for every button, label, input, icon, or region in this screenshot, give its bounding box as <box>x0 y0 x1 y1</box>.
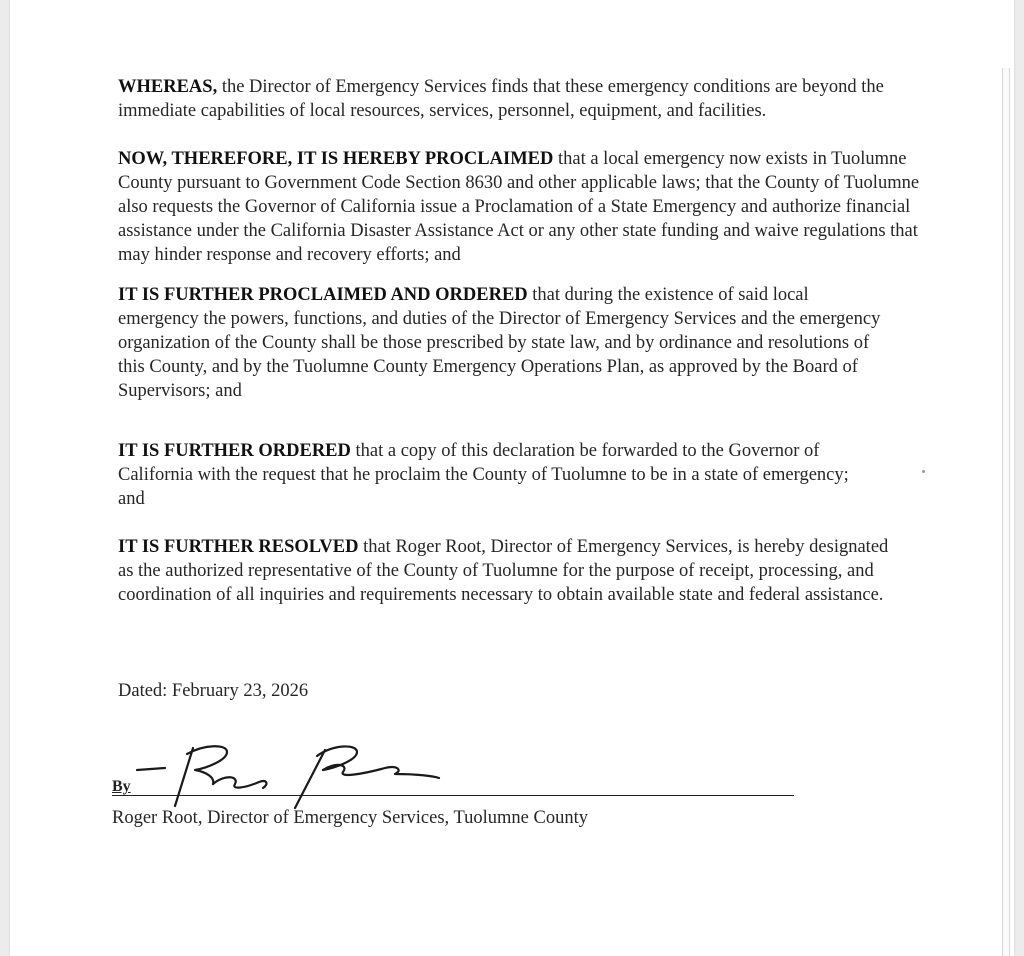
proclaimed-lead: NOW, THEREFORE, IT IS HEREBY PROCLAIMED <box>118 149 554 169</box>
vertical-scrollbar[interactable] <box>1002 68 1010 956</box>
by-label: By <box>112 778 131 795</box>
resolved-text: that Roger Root, Director of Emergency Services, is hereby designated as the authorized representative of the County of Tuolumne for the purpose of receipt, processing, and coordination of all inquiries and requirements necessary to obtain available state and federal assistance. <box>118 537 889 605</box>
proclaimed-paragraph <box>118 147 933 267</box>
resolved-paragraph <box>118 535 908 607</box>
ordered-lead: IT IS FURTHER ORDERED <box>118 441 351 461</box>
proclaimed-ordered-paragraph <box>118 283 893 403</box>
whereas-lead: WHEREAS, <box>118 77 218 97</box>
proclaimed-ordered-lead: IT IS FURTHER PROCLAIMED AND ORDERED <box>118 285 528 305</box>
resolved-lead: IT IS FURTHER RESOLVED <box>118 537 359 557</box>
document-page <box>10 0 1014 956</box>
handwritten-signature <box>135 738 455 813</box>
proclaimed-text: that a local emergency now exists in Tuolumne County pursuant to Government Code Section 8630 and other applicable laws; that the County of Tuolumne also requests the Governor of California issue a Proclamation of a State Emergency and authorize financial assistance under the California Disaster Assistance Act or any other state funding and waive regulations that may hinder response and recovery efforts; and <box>118 149 920 265</box>
whereas-text: the Director of Emergency Services finds that these emergency conditions are beyond the immediate capabilities of local resources, services, personnel, equipment, and facilities. <box>118 77 884 121</box>
scan-speck <box>922 470 925 473</box>
ordered-paragraph <box>118 439 870 511</box>
whereas-paragraph <box>118 75 948 123</box>
dated-line: Dated: February 23, 2026 <box>118 681 309 701</box>
ordered-text: that a copy of this declaration be forwarded to the Governor of California with the request that he proclaim the County of Tuolumne to be in a state of emergency; and <box>118 441 849 509</box>
proclaimed-ordered-text: that during the existence of said local emergency the powers, functions, and duties of the Director of Emergency Services and the emergency organization of the County shall be those prescribed by state law, and by ordinance and resolutions of this County, and by the Tuolumne County Emergency Operations Plan, as approved by the Board of Supervisors; and <box>118 285 881 401</box>
signer-name-title: Roger Root, Director of Emergency Services, Tuolumne County <box>112 808 588 828</box>
